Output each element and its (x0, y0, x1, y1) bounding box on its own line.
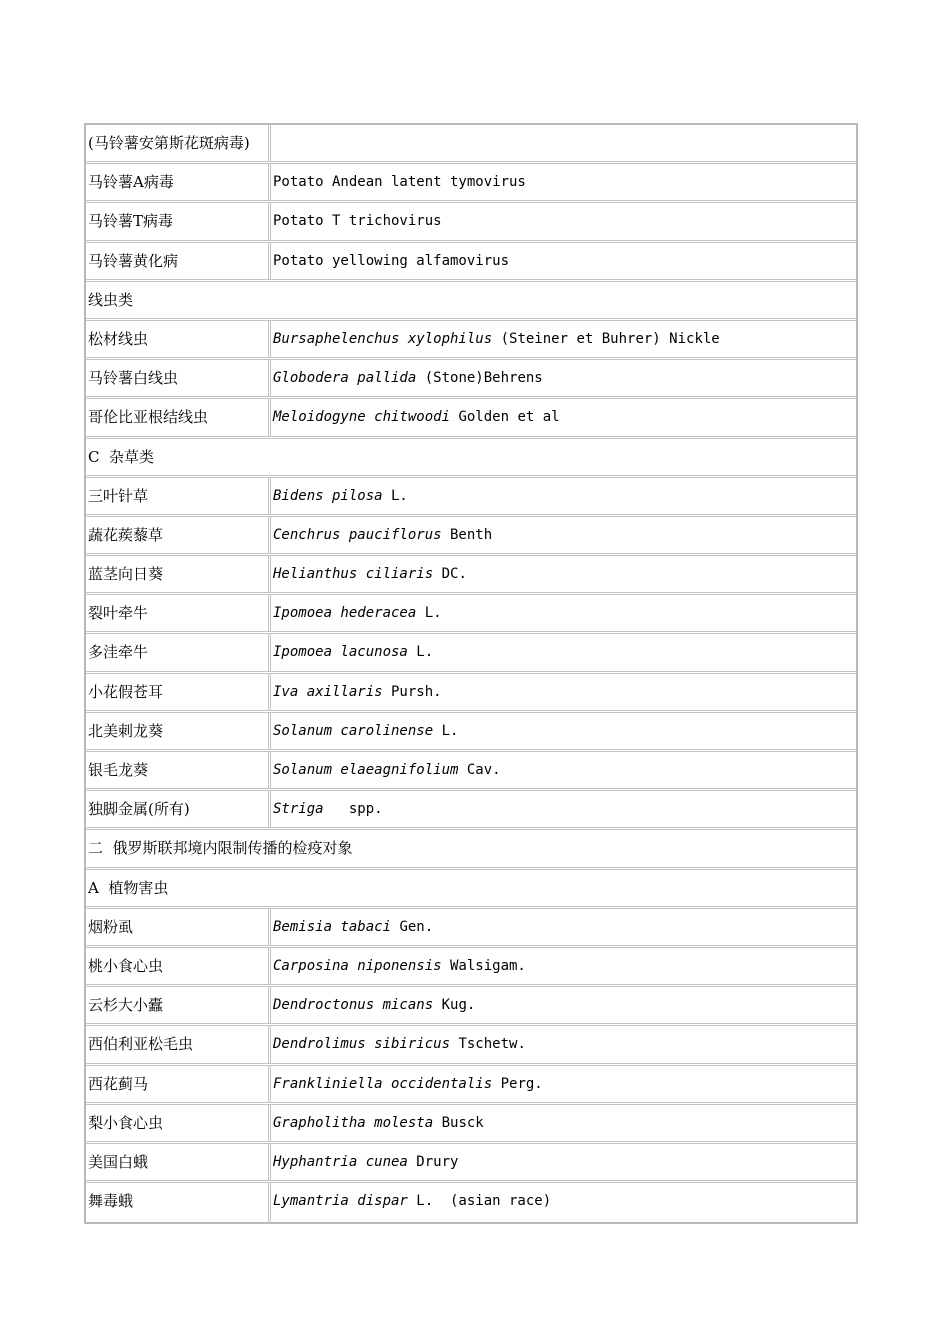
scientific-name-cell (271, 791, 856, 827)
table-row (86, 1144, 856, 1183)
scientific-name-cell (271, 243, 856, 279)
chinese-name-cell: 马铃薯白线虫 (86, 360, 271, 396)
table-row (86, 360, 856, 399)
chinese-name-cell: 多洼牵牛 (86, 634, 271, 670)
chinese-name-cell: 西伯利亚松毛虫 (86, 1026, 271, 1062)
chinese-name-cell: 三叶针草 (86, 478, 271, 514)
table-row (86, 1105, 856, 1144)
scientific-name: Solanum elaeagnifolium (273, 762, 459, 778)
scientific-name: Globodera pallida (273, 370, 417, 387)
table-row (86, 399, 856, 438)
chinese-name-cell: 松材线虫 (86, 321, 271, 357)
scientific-name-cell (271, 125, 856, 161)
scientific-name-cell (271, 909, 856, 945)
scientific-name-cell (271, 321, 856, 357)
scientific-name-cell (271, 517, 856, 553)
section-header-text: 二 俄罗斯联邦境内限制传播的检疫对象 (88, 839, 353, 858)
scientific-name: Frankliniella occidentalis (273, 1075, 493, 1092)
scientific-name-cell (271, 1066, 856, 1102)
authority-text: Potato T trichovirus (273, 213, 442, 230)
authority-text: DC. (433, 566, 467, 583)
chinese-name-cell: 马铃薯A病毒 (86, 164, 271, 200)
section-header-text: A 植物害虫 (88, 878, 169, 897)
table-row (86, 556, 856, 595)
table-row (86, 948, 856, 987)
chinese-name-cell: 小花假苍耳 (86, 674, 271, 710)
scientific-name-cell (271, 478, 856, 514)
scientific-name: Helianthus ciliaris (273, 566, 434, 583)
authority-text: Kug. (433, 997, 476, 1014)
chinese-name-cell: 独脚金属(所有) (86, 791, 271, 827)
scientific-name: Cenchrus pauciflorus (273, 526, 442, 543)
scientific-name-cell (271, 164, 856, 200)
chinese-name-cell: 北美刺龙葵 (86, 713, 271, 749)
scientific-name: Hyphantria cunea (273, 1153, 408, 1170)
chinese-name-cell: 美国白蛾 (86, 1144, 271, 1180)
scientific-name: Solanum carolinense (273, 722, 434, 739)
chinese-name-cell: 马铃薯T病毒 (86, 203, 271, 239)
authority-text: Tschetw. (450, 1036, 526, 1053)
table-row (86, 243, 856, 282)
chinese-name-cell: 裂叶牵牛 (86, 595, 271, 631)
scientific-name: Ipomoea lacunosa (273, 644, 408, 661)
chinese-name-cell: 哥伦比亚根结线虫 (86, 399, 271, 435)
scientific-name: Grapholitha molesta (273, 1114, 434, 1131)
scientific-name-cell (271, 556, 856, 592)
chinese-name-cell: 银毛龙葵 (86, 752, 271, 788)
chinese-name-cell: 西花蓟马 (86, 1066, 271, 1102)
scientific-name: Iva axillaris (273, 683, 383, 700)
section-header-text: C 杂草类 (88, 447, 155, 466)
section-header-row (86, 439, 856, 478)
table-row (86, 517, 856, 556)
table-row (86, 1183, 856, 1222)
authority-text: Cav. (458, 762, 501, 778)
section-header-text: 线虫类 (88, 290, 134, 309)
table-row (86, 752, 856, 791)
chinese-name-cell: 烟粉虱 (86, 909, 271, 945)
authority-text: Potato Andean latent tymovirus (273, 174, 526, 191)
scientific-name-cell (271, 1183, 856, 1222)
chinese-name-cell: 蓝茎向日葵 (86, 556, 271, 592)
scientific-name: Bidens pilosa (273, 487, 383, 504)
authority-text: spp. (323, 801, 383, 818)
table-row (86, 595, 856, 634)
chinese-name-cell: (马铃薯安第斯花斑病毒) (86, 125, 271, 161)
section-header-row (86, 282, 856, 321)
authority-text: Pursh. (382, 683, 442, 700)
scientific-name-cell (271, 595, 856, 631)
authority-text: Walsigam. (441, 957, 526, 974)
scientific-name: Bemisia tabaci (273, 918, 392, 935)
scientific-name-cell (271, 713, 856, 749)
authority-text: (Steiner et Buhrer) Nickle (492, 330, 720, 347)
authority-text: L. (433, 722, 459, 739)
authority-text: Perg. (492, 1075, 543, 1092)
authority-text: L. (asian race) (407, 1193, 552, 1210)
chinese-name-cell: 桃小食心虫 (86, 948, 271, 984)
table-row (86, 321, 856, 360)
section-header-row (86, 870, 856, 909)
table-row (86, 791, 856, 830)
authority-text: L. (382, 487, 408, 504)
authority-text: Benth (441, 526, 493, 543)
table-row (86, 125, 856, 164)
scientific-name-cell (271, 360, 856, 396)
table-row (86, 909, 856, 948)
scientific-name: Dendrolimus sibiricus (273, 1036, 451, 1053)
scientific-name-cell (271, 399, 856, 435)
scientific-name-cell (271, 987, 856, 1023)
scientific-name: Bursaphelenchus xylophilus (273, 330, 493, 347)
table-row (86, 1066, 856, 1105)
scientific-name-cell (271, 1105, 856, 1141)
scientific-name: Lymantria dispar (273, 1193, 408, 1210)
authority-text: Potato yellowing alfamovirus (273, 252, 510, 269)
quarantine-table (84, 123, 858, 1224)
chinese-name-cell: 马铃薯黄化病 (86, 243, 271, 279)
scientific-name: Dendroctonus micans (273, 997, 434, 1014)
table-row (86, 713, 856, 752)
chinese-name-cell: 舞毒蛾 (86, 1183, 271, 1222)
scientific-name-cell (271, 752, 856, 788)
scientific-name-cell (271, 203, 856, 239)
section-header-row (86, 830, 856, 869)
table-row (86, 987, 856, 1026)
scientific-name-cell (271, 674, 856, 710)
chinese-name-cell: 云杉大小蠹 (86, 987, 271, 1023)
authority-text: Drury (407, 1153, 459, 1170)
scientific-name-cell (271, 948, 856, 984)
table-row (86, 634, 856, 673)
scientific-name-cell (271, 1026, 856, 1062)
chinese-name-cell: 蔬花蒺藜草 (86, 517, 271, 553)
chinese-name-cell: 梨小食心虫 (86, 1105, 271, 1141)
scientific-name-cell (271, 634, 856, 670)
authority-text: Golden et al (450, 409, 560, 426)
scientific-name: Meloidogyne chitwoodi (273, 409, 451, 426)
authority-text: L. (416, 605, 442, 622)
table-row (86, 674, 856, 713)
table-row (86, 164, 856, 203)
table-row (86, 203, 856, 242)
authority-text: (Stone)Behrens (416, 370, 543, 387)
table-row (86, 478, 856, 517)
authority-text: L. (407, 644, 434, 661)
authority-text: Busck (433, 1114, 484, 1131)
table-row (86, 1026, 856, 1065)
scientific-name-cell (271, 1144, 856, 1180)
scientific-name: Striga (273, 801, 324, 818)
scientific-name: Ipomoea hederacea (273, 605, 417, 622)
authority-text: Gen. (391, 918, 434, 935)
scientific-name: Carposina niponensis (273, 957, 442, 974)
